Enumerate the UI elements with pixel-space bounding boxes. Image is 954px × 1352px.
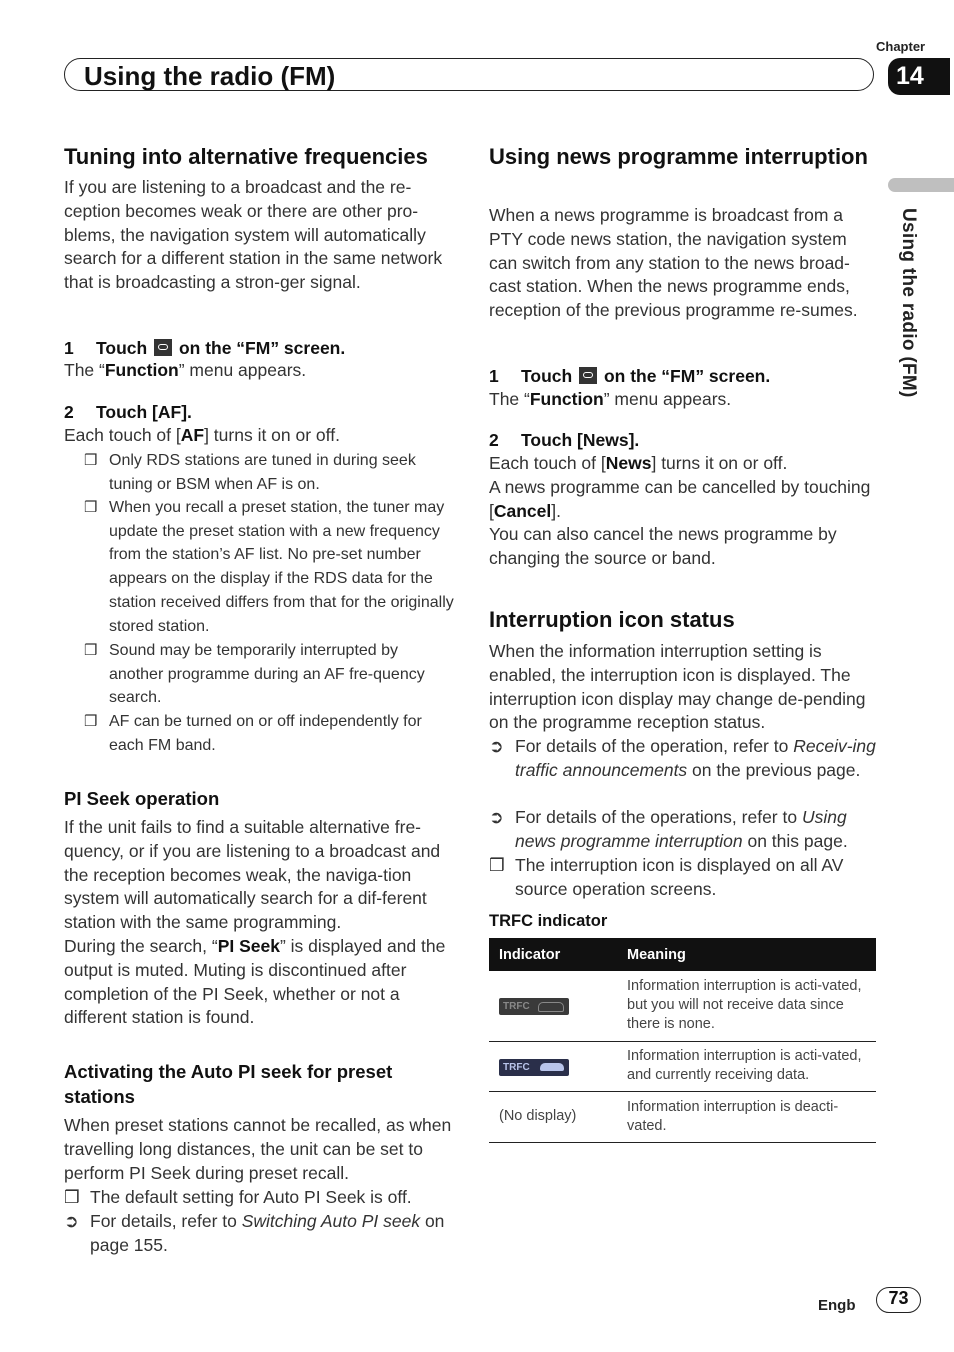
meaning-cell: Information interruption is acti-vated, and currently receiving data. — [617, 1041, 876, 1091]
ref-link-text: Using news programme interruption — [515, 807, 847, 851]
note-item — [64, 1186, 454, 1210]
para-text: During the search, “ — [64, 936, 218, 956]
step-text: Touch [AF]. — [96, 402, 192, 422]
trfc-active-icon — [499, 1059, 569, 1076]
arrow-reference-icon: ➲ — [489, 807, 504, 827]
indicator-cell — [489, 1041, 617, 1091]
meaning-cell: Information interruption is acti-vated, but you will not receive data since there is none. — [617, 971, 876, 1041]
step-2-desc-source: You can also cancel the news programme by changing the source or band. — [489, 524, 837, 568]
step-text: Touch — [521, 366, 573, 386]
note-text: Only RDS stations are tuned in during seek tuning or BSM when AF is on. — [109, 452, 416, 493]
side-section-label: Using the radio (FM) — [898, 208, 919, 398]
para-text: ” is displayed and the output is muted. Muting is discontinued after completion of the PI Seek, whether or not a different station is found. — [64, 936, 446, 1028]
trfc-indicator-table — [489, 938, 876, 1143]
arrow-reference-icon: ➲ — [64, 1211, 79, 1231]
pi-seek-para-1: If the unit fails to find a suitable alternative fre-quency, or if you are listening to a broadcast and the reception becomes weak, the naviga-tion system will automatically search for a dif-ferent station with the same programming. — [64, 817, 441, 933]
note-item — [64, 449, 454, 496]
trfc-icon-label: TRFC — [503, 1061, 530, 1073]
step-2-desc — [489, 452, 879, 476]
desc-text: Each touch of [ — [64, 425, 181, 445]
note-box-icon: ❒ — [84, 499, 98, 516]
column-header-meaning: Meaning — [617, 938, 876, 971]
side-tab-marker — [888, 178, 954, 192]
function-menu-icon — [579, 367, 597, 384]
arrow-reference-icon: ➲ — [489, 736, 504, 756]
table-row — [489, 1091, 876, 1142]
note-item — [64, 710, 454, 757]
step-2-af — [64, 400, 454, 424]
table-row — [489, 1041, 876, 1091]
note-text: When you recall a preset station, the tuner may update the preset station with a new frequency from the station’s AF list. No pre-set number appears on the display if the RDS data for the station received differs from that for the originally stored station. — [109, 499, 454, 635]
function-menu-icon — [154, 339, 172, 356]
desc-bold: News — [605, 453, 652, 473]
car-icon — [540, 1063, 564, 1071]
section-title-af: Tuning into alternative frequencies — [64, 144, 428, 169]
desc-text: ] turns it on or off. — [651, 453, 788, 473]
car-icon — [538, 1002, 564, 1012]
step-1-news — [489, 364, 879, 388]
trfc-icon-label: TRFC — [503, 1001, 530, 1013]
meaning-cell: Information interruption is deacti-vated. — [617, 1091, 876, 1142]
section-intro-news: When a news programme is broadcast from a PTY code news station, the navigation system can switch from any station to the news broad-cast station. When the news programme ends, reception of the previous programme re-sumes. — [489, 205, 858, 321]
ref-text: For details of the operation, refer to — [515, 736, 794, 756]
auto-pi-para: When preset stations cannot be recalled, as when travelling long distances, the unit can be set to perform PI Seek during preset recall. — [64, 1115, 452, 1183]
ref-text: on this page. — [742, 830, 848, 851]
step-number: 1 — [64, 338, 74, 358]
chapter-number: 14 — [896, 62, 924, 90]
ref-text: on the previous page. — [687, 759, 861, 780]
note-text: AF can be turned on or off independently for each FM band. — [109, 713, 422, 754]
ref-text: For details of the operations, refer to — [515, 807, 802, 827]
table-row — [489, 971, 876, 1041]
section-title-news: Using news programme interruption — [489, 144, 868, 169]
chapter-label: Chapter — [876, 39, 926, 54]
note-text: The interruption icon is displayed on all AV source operation screens. — [515, 855, 844, 899]
note-box-icon: ❒ — [84, 452, 98, 469]
desc-bold: AF — [180, 425, 205, 445]
page-title: Using the radio (FM) — [84, 61, 336, 91]
desc-text: The “ — [489, 389, 530, 409]
desc-bold: Cancel — [493, 500, 552, 521]
language-code: Engb — [818, 1297, 856, 1314]
step-1-af — [64, 336, 454, 360]
indicator-cell — [489, 971, 617, 1041]
para-bold: PI Seek — [217, 936, 280, 956]
step-number: 2 — [489, 430, 499, 450]
note-box-icon: ❒ — [64, 1187, 80, 1207]
ref-text: For details, refer to — [90, 1211, 242, 1231]
page-number: 73 — [888, 1288, 909, 1308]
ref-link-text: Receiv-ing traffic announcements — [515, 736, 876, 780]
subsection-title-pi-seek: PI Seek operation — [64, 788, 220, 809]
step-2-desc — [64, 424, 454, 448]
subsection-title-auto-pi: Activating the Auto PI seek for preset stations — [64, 1061, 393, 1107]
note-text: The default setting for Auto PI Seek is off. — [90, 1187, 412, 1207]
pi-seek-para-2 — [64, 935, 454, 1030]
note-text: Sound may be temporarily interrupted by another programme during an AF fre-quency search. — [109, 642, 425, 707]
desc-bold: Function — [529, 389, 604, 409]
table-caption: TRFC indicator — [489, 912, 608, 930]
desc-text: Each touch of [ — [489, 453, 606, 473]
step-text: on the “FM” screen. — [603, 366, 771, 386]
desc-text: ” menu appears. — [178, 360, 307, 380]
step-2-desc-cancel — [489, 476, 879, 524]
note-box-icon: ❒ — [84, 642, 98, 659]
desc-text: The “ — [64, 360, 105, 380]
step-number: 2 — [64, 402, 74, 422]
reference-item — [64, 1210, 454, 1258]
desc-text: A news programme can be cancelled by touching [ — [489, 477, 871, 521]
step-text: on the “FM” screen. — [178, 338, 346, 358]
step-1-desc — [489, 388, 879, 412]
section-intro-af: If you are listening to a broadcast and the re-ception becomes weak or there are other pro-blems, the navigation system will automatically search for a different station in the same network that is broadcasting a stron-ger signal. — [64, 177, 443, 293]
note-box-icon: ❒ — [84, 713, 98, 730]
note-item — [489, 854, 879, 902]
step-1-desc — [64, 359, 454, 383]
step-2-news — [489, 428, 879, 452]
note-box-icon: ❒ — [489, 855, 505, 875]
trfc-inactive-icon — [499, 998, 569, 1015]
step-number: 1 — [489, 366, 499, 386]
desc-text: ]. — [551, 500, 561, 521]
indicator-cell: (No display) — [489, 1091, 617, 1142]
ref-link-text: Switching Auto PI seek — [241, 1211, 421, 1231]
ref-text: on page 155. — [90, 1211, 445, 1255]
desc-text: ] turns it on or off. — [204, 425, 340, 445]
note-item — [64, 496, 454, 638]
table-header-row — [489, 938, 876, 971]
step-text: Touch — [96, 338, 148, 358]
note-item — [64, 639, 454, 710]
step-text: Touch [News]. — [521, 430, 640, 450]
reference-item — [489, 806, 879, 854]
interruption-para: When the information interruption setting is enabled, the interruption icon is displayed. The interruption icon display may change de-pending on the programme reception status. — [489, 641, 866, 733]
desc-bold: Function — [104, 360, 179, 380]
section-title-interruption: Interruption icon status — [489, 607, 735, 632]
desc-text: ” menu appears. — [603, 389, 732, 409]
column-header-indicator: Indicator — [489, 938, 617, 971]
reference-item — [489, 735, 879, 783]
